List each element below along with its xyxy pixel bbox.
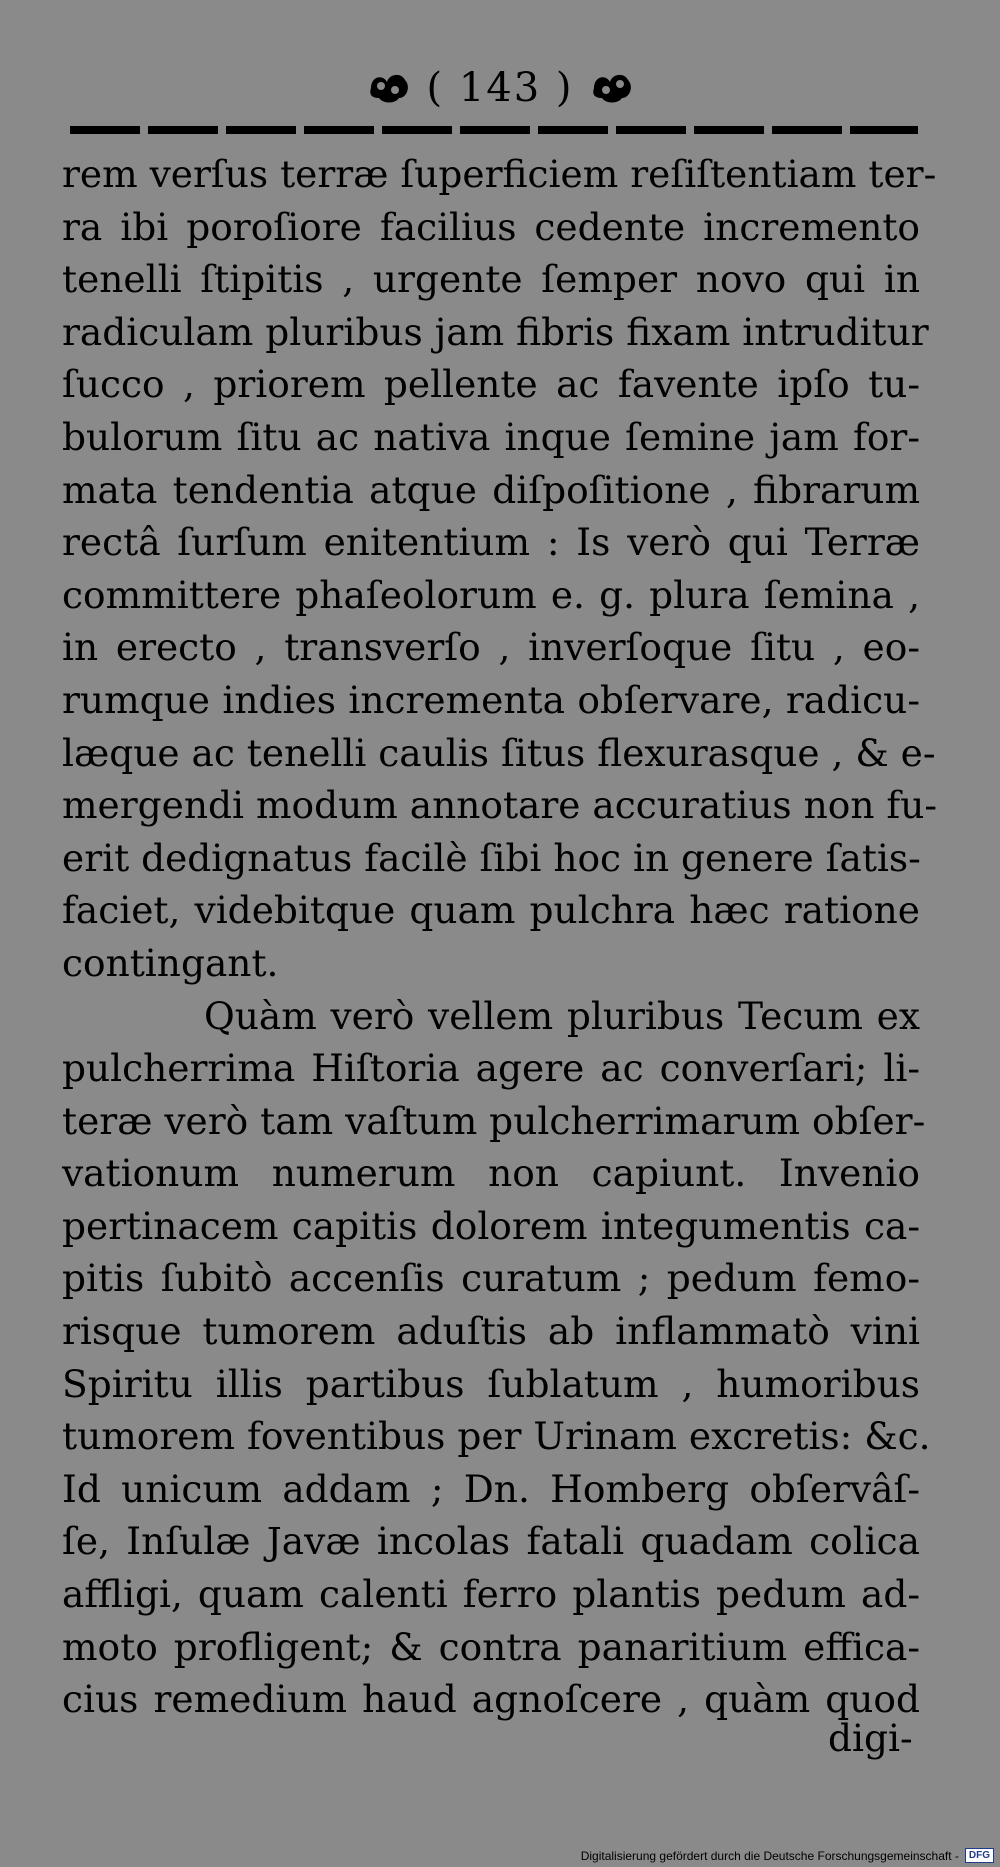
- text-line: rem verſus terræ ſuperficiem reſiſtentiam ter-: [62, 152, 937, 196]
- text-line: mata tendentia atque diſpoſitione , fibrarum: [62, 467, 920, 512]
- page-header: [0, 60, 1000, 116]
- digitization-credit: [581, 1848, 994, 1863]
- text-line: in erecto , transverſo , inverſoque ſitu , eo-: [62, 625, 920, 670]
- right-ornament-icon: [588, 68, 636, 108]
- text-line: erit dedignatus facilè ſibi hoc in genere ſatis-: [62, 835, 921, 880]
- body-text: [62, 148, 938, 1726]
- page-number: ( 143 ): [426, 65, 574, 111]
- text-line: pitis ſubitò accenſis curatum ; pedum femo-: [62, 1256, 920, 1301]
- text-line: risque tumorem aduſtis ab inflammatò vini: [62, 1309, 920, 1354]
- text-line: committere phaſeolorum e. g. plura ſemina ,: [62, 572, 920, 617]
- left-ornament-icon: [365, 68, 413, 108]
- text-line: Id unicum addam ; Dn. Homberg obſervâſ-: [62, 1466, 920, 1511]
- text-line: teræ verò tam vaſtum pulcherrimarum obſer-: [62, 1098, 926, 1143]
- header-rule: [70, 126, 918, 134]
- text-line: ſucco , priorem pellente ac favente ipſo tu-: [62, 362, 920, 407]
- text-line: ra ibi poroſiore facilius cedente incremento: [62, 204, 920, 249]
- text-line: affligi, quam calenti ferro plantis pedum ad-: [62, 1572, 920, 1617]
- text-line: pertinacem capitis dolorem integumentis ca-: [62, 1203, 920, 1248]
- paragraph-start-line: Quàm verò vellem pluribus Tecum ex: [204, 993, 920, 1038]
- text-line: Spiritu illis partibus ſublatum , humoribus: [62, 1361, 920, 1406]
- text-line: mergendi modum annotare accuratius non fu-: [62, 783, 938, 828]
- credit-text: Digitalisierung gefördert durch die Deutsche Forschungsgemeinschaft -: [580, 1848, 959, 1863]
- text-line: tumorem foventibus per Urinam excretis: &c.: [62, 1414, 931, 1459]
- text-line: læque ac tenelli caulis ſitus flexurasque , & e-: [62, 730, 936, 775]
- text-line: ſe, Inſulæ Javæ incolas fatali quadam colica: [62, 1519, 920, 1564]
- text-line: moto profligent; & contra panaritium effica-: [62, 1624, 920, 1669]
- text-line: rectâ ſurſum enitentium : Is verò qui Terræ: [62, 520, 920, 565]
- text-line: cius remedium haud agnoſcere , quàm quod: [62, 1677, 920, 1722]
- text-line: faciet, videbitque quam pulchra hæc ratione: [62, 888, 920, 933]
- dfg-logo: DFG: [965, 1848, 994, 1863]
- text-line: contingant.: [62, 940, 279, 985]
- text-line: tenelli ſtipitis , urgente ſemper novo qui in: [62, 257, 920, 302]
- text-line: vationum numerum non capiunt. Invenio: [62, 1151, 920, 1196]
- text-line: radiculam pluribus jam fibris fixam intruditur: [62, 309, 929, 354]
- text-line: rumque indies incrementa obſervare, radicu-: [62, 677, 920, 722]
- text-line: pulcherrima Hiſtoria agere ac converſari; li-: [62, 1046, 920, 1091]
- catchword: digi-: [828, 1716, 913, 1760]
- text-line: bulorum ſitu ac nativa inque ſemine jam for-: [62, 414, 920, 459]
